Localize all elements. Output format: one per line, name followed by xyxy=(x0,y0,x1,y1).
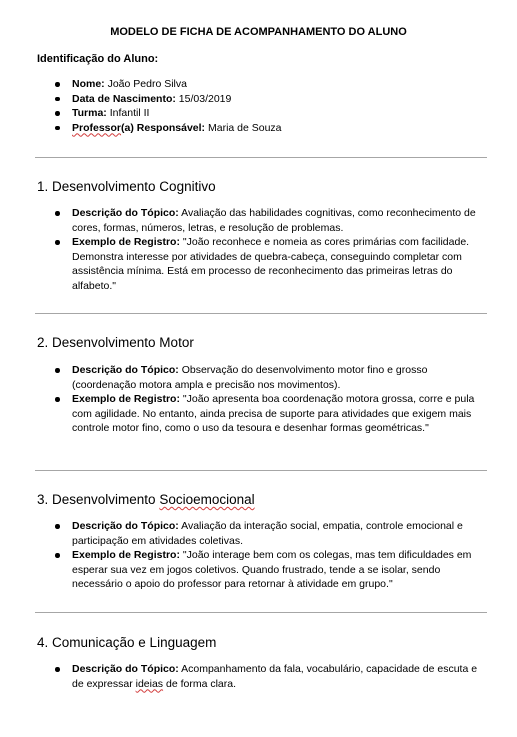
record-example-text: "João interage bem com os colegas, mas tem dificuldades em esperar sua vez em jogos coletivos. Quando frustrado, tende a se isolar, sendo necessário o apoio do professor para retornar à atividade em grupo." xyxy=(72,549,472,590)
field-value: João Pedro Silva xyxy=(107,78,187,90)
field-value: Maria de Souza xyxy=(207,121,282,134)
record-example-label: Exemplo de Registro: xyxy=(72,549,180,561)
topic-description xyxy=(37,662,487,691)
document-title: MODELO DE FICHA DE ACOMPANHAMENTO DO ALUNO xyxy=(110,26,407,38)
topic-description-text: Avaliação das habilidades cognitivas, como reconhecimento de cores, formas, números, letras, e resolução de problemas. xyxy=(72,207,476,234)
topic-description xyxy=(37,519,487,548)
section-heading-motor: 2. Desenvolvimento Motor xyxy=(37,335,194,350)
field-value: Infantil II xyxy=(109,107,150,119)
field-label: Data de Nascimento: xyxy=(72,92,176,105)
identification-item-teacher xyxy=(37,121,477,136)
section-list-cognitive xyxy=(37,206,487,293)
record-example-label: Exemplo de Registro: xyxy=(72,393,180,405)
section-list-socioemotional xyxy=(37,519,487,592)
spellcheck-word: ideias xyxy=(135,677,164,690)
section-divider xyxy=(35,612,487,613)
topic-description-label: Descrição do Tópico: xyxy=(72,663,179,675)
field-label: Professor(a) Responsável: xyxy=(72,121,206,134)
topic-description-label: Descrição do Tópico: xyxy=(72,364,179,376)
topic-description xyxy=(37,363,487,392)
section-divider xyxy=(35,313,487,314)
identification-list xyxy=(37,77,477,135)
section-divider xyxy=(35,470,487,471)
identification-item-birthdate xyxy=(37,92,477,107)
section-list-communication xyxy=(37,662,487,691)
topic-description-text: Acompanhamento da fala, vocabulário, capacidade de escuta e de expressar ideias de forma clara. xyxy=(72,663,478,690)
identification-item-class xyxy=(37,106,477,121)
record-example-label: Exemplo de Registro: xyxy=(72,236,180,248)
spellcheck-word: Socioemocional xyxy=(159,492,255,507)
section-list-motor xyxy=(37,363,487,436)
section-divider xyxy=(35,157,487,158)
record-example-text: "João reconhece e nomeia as cores primárias com facilidade. Demonstra interesse por atividades de quebra-cabeça, conseguindo completar com assistência mínima. Está em processo de reconhecimento das primeiras letras do alfabeto." xyxy=(72,236,470,292)
section-heading-socioemotional: 3. Desenvolvimento Socioemocional xyxy=(37,492,255,507)
topic-description xyxy=(37,206,487,235)
field-label: Turma: xyxy=(72,107,107,119)
record-example xyxy=(37,392,487,436)
topic-description-text: Avaliação da interação social, empatia, controle emocional e participação em atividades coletivas. xyxy=(72,520,463,547)
topic-description-label: Descrição do Tópico: xyxy=(72,520,179,532)
identification-item-name xyxy=(37,77,477,92)
section-heading-communication: 4. Comunicação e Linguagem xyxy=(37,635,217,650)
record-example xyxy=(37,235,487,293)
field-label: Nome: xyxy=(72,78,105,90)
record-example-text: "João apresenta boa coordenação motora grossa, corre e pula com agilidade. No entanto, ainda precisa de suporte para atividades que exigem mais controle motor fino, como o uso da tesoura e desenhar formas geométricas." xyxy=(72,393,475,434)
topic-description-label: Descrição do Tópico: xyxy=(72,207,179,219)
section-heading-cognitive: 1. Desenvolvimento Cognitivo xyxy=(37,179,216,194)
record-example xyxy=(37,548,487,592)
spellcheck-word: Professor xyxy=(72,121,122,134)
identification-heading: Identificação do Aluno: xyxy=(37,53,159,65)
topic-description-text: Observação do desenvolvimento motor fino e grosso (coordenação motora ampla e precisão nos movimentos). xyxy=(72,364,428,391)
field-value: 15/03/2019 xyxy=(178,92,232,105)
